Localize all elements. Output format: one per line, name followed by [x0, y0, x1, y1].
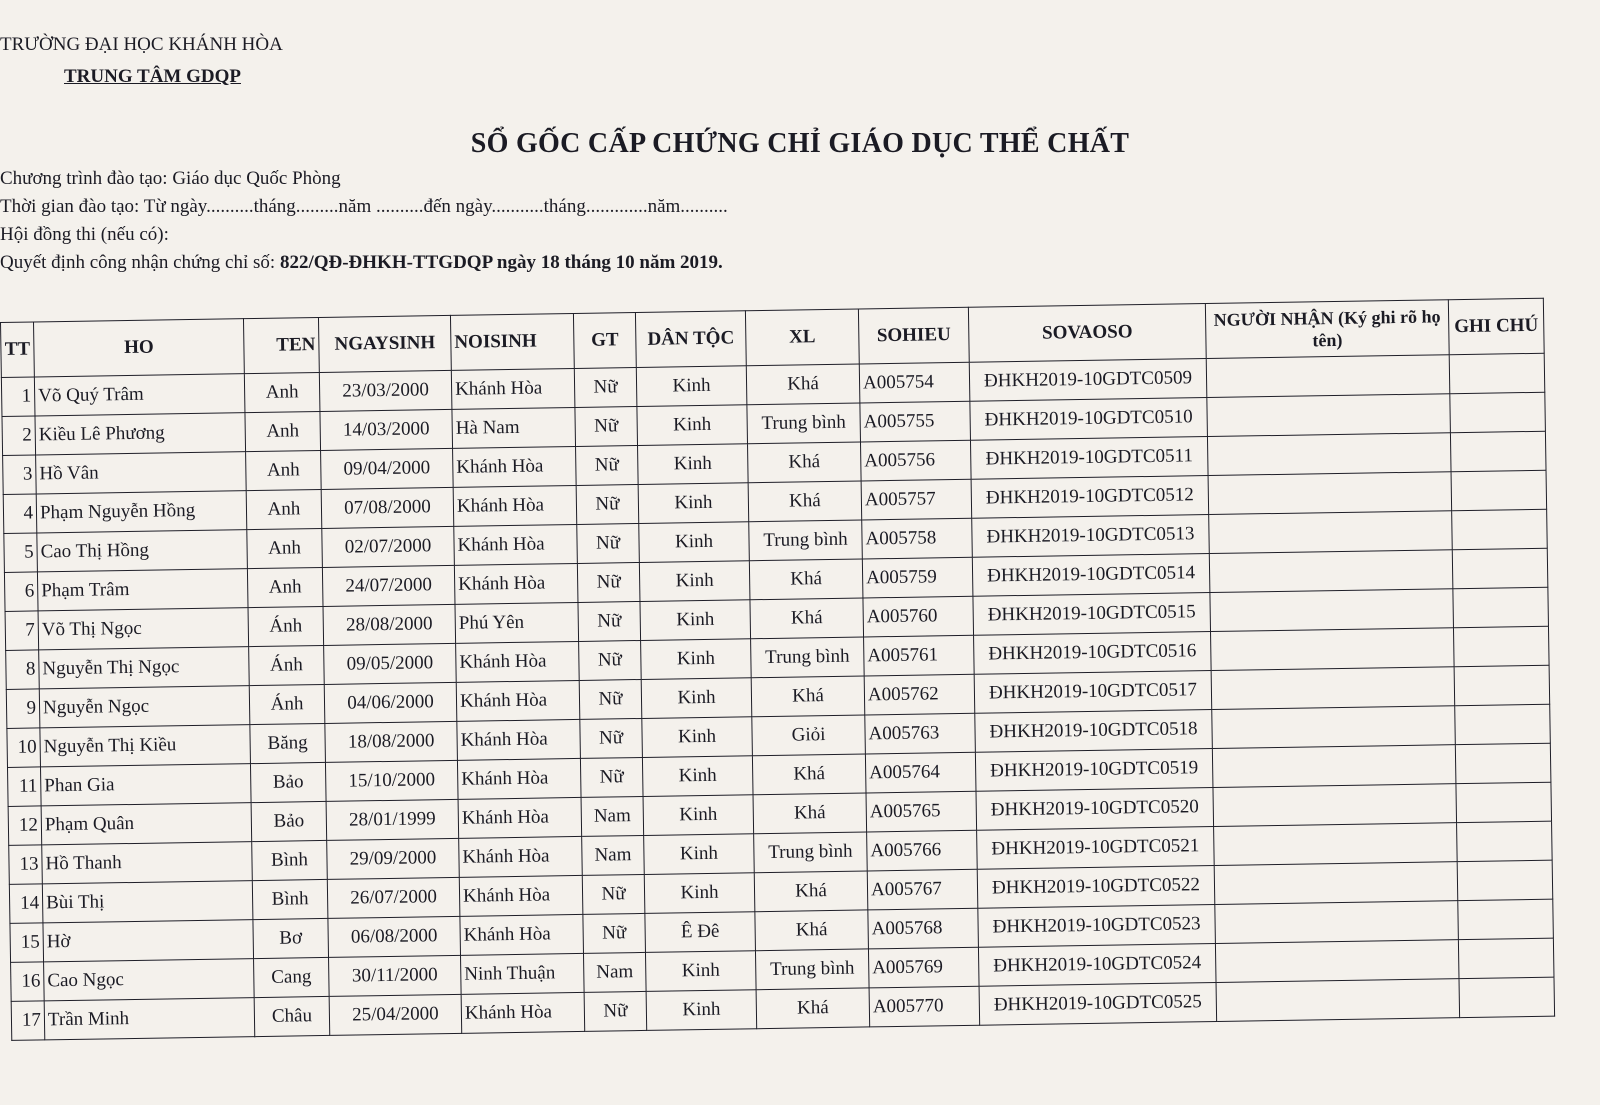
- row-sovaoso: ĐHKH2019-10GDTC0512: [971, 476, 1209, 519]
- center-name: [64, 66, 241, 88]
- row-xl: Khá: [756, 988, 870, 1029]
- col-header-tt: TT: [1, 322, 35, 378]
- row-gt: Nữ: [579, 640, 642, 680]
- row-xl: Trung bình: [747, 403, 861, 444]
- row-ho: Phạm Trâm: [37, 569, 248, 611]
- decision-line: [0, 252, 723, 274]
- row-ho: Võ Thị Ngọc: [38, 608, 249, 650]
- row-sohieu: A005761: [864, 635, 975, 676]
- row-xl: Khá: [753, 793, 867, 834]
- row-ngaysinh: 09/04/2000: [321, 448, 454, 489]
- col-header-sovaoso: SOVAOSO: [968, 304, 1206, 363]
- row-ho: Nguyễn Thị Kiều: [40, 725, 251, 767]
- row-sovaoso: ĐHKH2019-10GDTC0511: [970, 437, 1208, 480]
- row-noisinh: Khánh Hòa: [456, 680, 580, 721]
- row-dantoc: Kinh: [641, 639, 752, 680]
- row-xl: Khá: [751, 676, 865, 717]
- row-tt: 3: [3, 455, 37, 495]
- row-note-cell: [1454, 665, 1550, 705]
- row-ho: Hờ: [43, 920, 254, 962]
- certificate-table: [0, 298, 1555, 1041]
- row-noisinh: Khánh Hòa: [451, 368, 575, 409]
- row-sovaoso: ĐHKH2019-10GDTC0521: [977, 827, 1215, 870]
- row-note-cell: [1450, 392, 1546, 432]
- row-note-cell: [1449, 353, 1545, 393]
- col-header-dantoc: DÂN TỘC: [635, 311, 746, 368]
- row-ten: Anh: [246, 450, 322, 490]
- row-noisinh: Khánh Hòa: [459, 836, 583, 877]
- col-header-ghi-chu: GHI CHÚ: [1448, 298, 1544, 354]
- row-ngaysinh: 14/03/2000: [320, 409, 453, 450]
- row-ngaysinh: 26/07/2000: [327, 877, 460, 918]
- row-noisinh: Khánh Hòa: [456, 641, 580, 682]
- row-gt: Nữ: [577, 523, 640, 563]
- row-note-cell: [1452, 548, 1548, 588]
- row-signature-cell: [1209, 511, 1453, 554]
- row-ho: Võ Quý Trâm: [34, 374, 245, 416]
- row-xl: Trung bình: [749, 520, 863, 561]
- row-ten: Anh: [245, 411, 321, 451]
- row-ngaysinh: 28/08/2000: [323, 604, 456, 645]
- row-dantoc: Kinh: [639, 561, 750, 602]
- row-dantoc: Kinh: [639, 522, 750, 563]
- row-sohieu: A005756: [860, 440, 971, 481]
- row-noisinh: Khánh Hòa: [454, 524, 578, 565]
- row-gt: Nữ: [580, 718, 643, 758]
- row-tt: 16: [11, 962, 45, 1002]
- row-sohieu: A005758: [862, 518, 973, 559]
- row-signature-cell: [1212, 706, 1456, 749]
- row-sovaoso: ĐHKH2019-10GDTC0522: [977, 865, 1215, 908]
- row-tt: 2: [2, 416, 36, 456]
- row-dantoc: Kinh: [641, 678, 752, 719]
- row-dantoc: Kinh: [642, 756, 753, 797]
- row-ten: Bình: [252, 879, 328, 919]
- row-ngaysinh: 18/08/2000: [325, 721, 458, 762]
- row-gt: Nữ: [578, 601, 641, 641]
- row-xl: Khá: [748, 442, 862, 483]
- row-sovaoso: ĐHKH2019-10GDTC0520: [976, 788, 1214, 831]
- row-sohieu: A005757: [861, 479, 972, 520]
- row-tt: 10: [7, 728, 41, 768]
- row-sovaoso: ĐHKH2019-10GDTC0514: [972, 554, 1210, 597]
- row-note-cell: [1453, 626, 1549, 666]
- row-tt: 8: [6, 650, 40, 690]
- row-ngaysinh: 07/08/2000: [321, 487, 454, 528]
- row-dantoc: Kinh: [640, 600, 751, 641]
- row-ngaysinh: 28/01/1999: [326, 799, 459, 840]
- row-noisinh: Khánh Hòa: [454, 563, 578, 604]
- row-tt: 17: [11, 1001, 45, 1041]
- row-gt: Nam: [582, 835, 645, 875]
- row-ten: Bơ: [253, 918, 329, 958]
- row-gt: Nữ: [574, 368, 637, 408]
- row-dantoc: Kinh: [644, 834, 755, 875]
- row-gt: Nữ: [577, 562, 640, 602]
- row-sohieu: A005762: [864, 674, 975, 715]
- row-noisinh: Ninh Thuận: [461, 953, 585, 994]
- row-sovaoso: ĐHKH2019-10GDTC0509: [969, 359, 1207, 402]
- row-ho: Phạm Nguyễn Hồng: [36, 491, 247, 533]
- row-sohieu: A005759: [862, 557, 973, 598]
- period-line: Thời gian đào tạo: Từ ngày..........tháng.........năm ..........đến ngày...........tháng.............năm..........: [0, 196, 728, 217]
- row-ho: Nguyễn Ngọc: [39, 686, 250, 728]
- row-sohieu: A005766: [867, 830, 978, 871]
- row-noisinh: Khánh Hòa: [459, 875, 583, 916]
- row-sohieu: A005763: [865, 713, 976, 754]
- row-signature-cell: [1207, 433, 1451, 476]
- row-signature-cell: [1214, 862, 1458, 905]
- row-ho: Cao Thị Hồng: [37, 530, 248, 572]
- row-noisinh: Khánh Hòa: [460, 914, 584, 955]
- row-xl: Khá: [749, 559, 863, 600]
- row-ngaysinh: 06/08/2000: [328, 916, 461, 957]
- row-ten: Bảo: [250, 762, 326, 802]
- row-xl: Trung bình: [754, 832, 868, 873]
- row-ho: Phạm Quân: [41, 803, 252, 845]
- row-tt: 9: [6, 689, 40, 729]
- row-tt: 1: [1, 377, 35, 417]
- row-note-cell: [1455, 743, 1551, 783]
- row-noisinh: Khánh Hòa: [457, 719, 581, 760]
- row-sovaoso: ĐHKH2019-10GDTC0524: [978, 943, 1216, 986]
- row-signature-cell: [1209, 550, 1453, 593]
- row-ngaysinh: 30/11/2000: [329, 955, 462, 996]
- decision-number: 822/QĐ-ĐHKH-TTGDQP ngày 18 tháng 10 năm 2019.: [279, 252, 723, 273]
- row-ho: Hồ Vân: [36, 452, 247, 494]
- row-dantoc: Kinh: [638, 483, 749, 524]
- col-header-noisinh: NOISINH: [450, 313, 574, 370]
- row-signature-cell: [1212, 745, 1456, 788]
- school-name: TRƯỜNG ĐẠI HỌC KHÁNH HÒA: [0, 34, 283, 55]
- row-dantoc: Kinh: [644, 873, 755, 914]
- row-note-cell: [1456, 782, 1552, 822]
- col-header-sohieu: SOHIEU: [858, 307, 969, 364]
- row-dantoc: Kinh: [636, 366, 747, 407]
- row-note-cell: [1450, 431, 1546, 471]
- row-xl: Giỏi: [752, 715, 866, 756]
- row-ngaysinh: 23/03/2000: [319, 370, 452, 411]
- row-ten: Ánh: [249, 645, 325, 685]
- row-sovaoso: ĐHKH2019-10GDTC0519: [975, 749, 1213, 792]
- decision-prefix: Quyết định công nhận chứng chỉ số:: [0, 252, 280, 273]
- row-sohieu: A005769: [868, 947, 979, 988]
- row-note-cell: [1451, 470, 1547, 510]
- row-signature-cell: [1211, 628, 1455, 671]
- row-gt: Nữ: [576, 446, 639, 486]
- row-note-cell: [1455, 704, 1551, 744]
- row-sohieu: A005770: [869, 986, 980, 1027]
- row-dantoc: Kinh: [642, 717, 753, 758]
- row-tt: 5: [4, 533, 38, 573]
- row-noisinh: Khánh Hòa: [461, 992, 585, 1033]
- row-dantoc: Kinh: [638, 444, 749, 485]
- row-sohieu: A005755: [860, 401, 971, 442]
- row-ngaysinh: 02/07/2000: [322, 526, 455, 567]
- row-gt: Nam: [581, 796, 644, 836]
- row-ten: Anh: [246, 489, 322, 529]
- row-sovaoso: ĐHKH2019-10GDTC0525: [979, 982, 1217, 1025]
- row-noisinh: Phú Yên: [455, 602, 579, 643]
- row-signature-cell: [1206, 355, 1450, 398]
- row-gt: Nữ: [580, 757, 643, 797]
- row-signature-cell: [1207, 394, 1451, 437]
- row-sovaoso: ĐHKH2019-10GDTC0517: [974, 671, 1212, 714]
- row-gt: Nữ: [584, 991, 647, 1031]
- row-ten: Băng: [250, 723, 326, 763]
- row-ho: Phan Gia: [40, 764, 251, 806]
- row-tt: 14: [9, 884, 43, 924]
- row-tt: 11: [7, 767, 41, 807]
- row-signature-cell: [1215, 901, 1459, 944]
- row-xl: Khá: [748, 481, 862, 522]
- row-tt: 15: [10, 923, 44, 963]
- council-line: Hội đồng thi (nếu có):: [0, 224, 169, 245]
- row-note-cell: [1459, 977, 1555, 1017]
- row-sohieu: A005754: [859, 362, 970, 403]
- row-sovaoso: ĐHKH2019-10GDTC0523: [978, 904, 1216, 947]
- row-xl: Khá: [755, 910, 869, 951]
- row-signature-cell: [1216, 979, 1460, 1022]
- row-ten: Châu: [254, 996, 330, 1036]
- row-signature-cell: [1215, 940, 1459, 983]
- row-noisinh: Khánh Hòa: [453, 485, 577, 526]
- row-dantoc: Kinh: [637, 405, 748, 446]
- row-ten: Anh: [247, 528, 323, 568]
- row-ho: Trần Minh: [44, 998, 255, 1040]
- row-ten: Bảo: [251, 801, 327, 841]
- row-ho: Bùi Thị: [42, 881, 253, 923]
- row-sohieu: A005764: [865, 752, 976, 793]
- col-header-ten: TEN: [243, 317, 319, 373]
- center-name-text: TRUNG TÂM GDQP: [64, 66, 241, 87]
- row-xl: Khá: [746, 364, 860, 405]
- col-header-ngaysinh: NGAYSINH: [318, 315, 451, 372]
- row-sovaoso: ĐHKH2019-10GDTC0515: [973, 593, 1211, 636]
- row-gt: Nữ: [575, 407, 638, 447]
- row-xl: Trung bình: [755, 949, 869, 990]
- row-dantoc: Kinh: [645, 951, 756, 992]
- row-ngaysinh: 29/09/2000: [327, 838, 460, 879]
- row-gt: Nữ: [579, 679, 642, 719]
- row-note-cell: [1457, 860, 1553, 900]
- row-gt: Nữ: [576, 484, 639, 524]
- col-header-xl: XL: [745, 309, 859, 366]
- row-ho: Nguyễn Thị Ngọc: [39, 647, 250, 689]
- row-signature-cell: [1213, 784, 1457, 827]
- row-note-cell: [1453, 587, 1549, 627]
- row-ten: Ánh: [249, 684, 325, 724]
- row-dantoc: Kinh: [643, 795, 754, 836]
- row-tt: 6: [4, 572, 38, 612]
- row-ngaysinh: 25/04/2000: [329, 994, 462, 1035]
- row-sohieu: A005767: [867, 869, 978, 910]
- row-xl: Trung bình: [751, 637, 865, 678]
- row-signature-cell: [1208, 472, 1452, 515]
- program-line: Chương trình đào tạo: Giáo dục Quốc Phòng: [0, 168, 341, 189]
- row-note-cell: [1458, 938, 1554, 978]
- row-ten: Cang: [254, 957, 330, 997]
- row-ngaysinh: 15/10/2000: [325, 760, 458, 801]
- row-ho: Cao Ngọc: [44, 959, 255, 1001]
- col-header-nguoi-nhan: NGƯỜI NHẬN (Ký ghi rõ họ tên): [1205, 300, 1449, 359]
- row-note-cell: [1452, 509, 1548, 549]
- row-tt: 4: [3, 494, 37, 534]
- table-body: [1, 353, 1554, 1040]
- row-noisinh: Khánh Hòa: [458, 797, 582, 838]
- row-ten: Bình: [252, 840, 328, 880]
- col-header-ho: HO: [34, 319, 245, 377]
- row-signature-cell: [1214, 823, 1458, 866]
- row-gt: Nữ: [583, 913, 646, 953]
- row-xl: Khá: [752, 754, 866, 795]
- row-noisinh: Hà Nam: [452, 407, 576, 448]
- row-xl: Khá: [750, 598, 864, 639]
- row-xl: Khá: [754, 871, 868, 912]
- row-note-cell: [1457, 821, 1553, 861]
- row-sovaoso: ĐHKH2019-10GDTC0516: [974, 632, 1212, 675]
- page-title: SỔ GỐC CẤP CHỨNG CHỈ GIÁO DỤC THỂ CHẤT: [470, 128, 1130, 159]
- row-signature-cell: [1210, 589, 1454, 632]
- row-tt: 13: [9, 845, 43, 885]
- row-noisinh: Khánh Hòa: [453, 446, 577, 487]
- row-ten: Anh: [247, 567, 323, 607]
- row-ten: Ánh: [248, 606, 324, 646]
- row-sohieu: A005760: [863, 596, 974, 637]
- row-tt: 12: [8, 806, 42, 846]
- row-sovaoso: ĐHKH2019-10GDTC0518: [975, 710, 1213, 753]
- row-sovaoso: ĐHKH2019-10GDTC0510: [970, 398, 1208, 441]
- row-ten: Anh: [244, 372, 320, 412]
- col-header-gt: GT: [573, 313, 636, 369]
- row-ngaysinh: 04/06/2000: [324, 682, 457, 723]
- row-noisinh: Khánh Hòa: [457, 758, 581, 799]
- row-tt: 7: [5, 611, 39, 651]
- row-signature-cell: [1211, 667, 1455, 710]
- row-ngaysinh: 09/05/2000: [324, 643, 457, 684]
- row-ngaysinh: 24/07/2000: [322, 565, 455, 606]
- row-gt: Nam: [583, 952, 646, 992]
- row-sohieu: A005765: [866, 791, 977, 832]
- row-ho: Hồ Thanh: [42, 842, 253, 884]
- row-sohieu: A005768: [868, 908, 979, 949]
- row-ho: Kiều Lê Phương: [35, 413, 246, 455]
- row-dantoc: Ê Đê: [645, 912, 756, 953]
- row-sovaoso: ĐHKH2019-10GDTC0513: [972, 515, 1210, 558]
- row-gt: Nữ: [582, 874, 645, 914]
- row-note-cell: [1458, 899, 1554, 939]
- row-dantoc: Kinh: [646, 990, 757, 1031]
